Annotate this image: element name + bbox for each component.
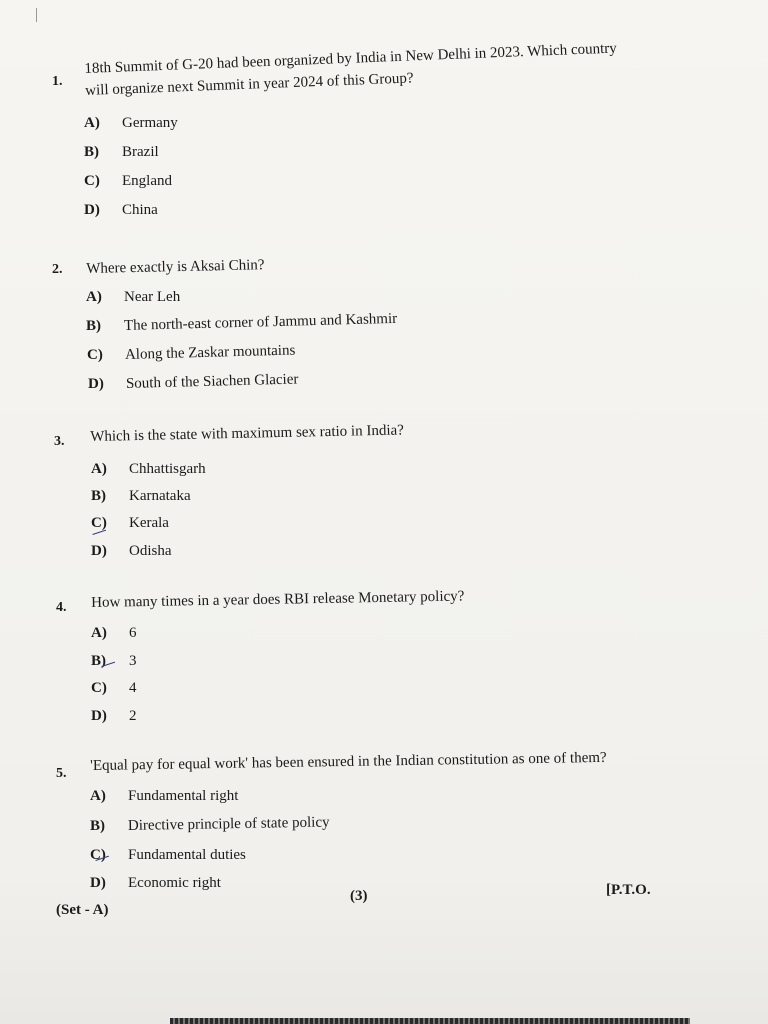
option-text: Germany — [122, 115, 178, 131]
option-text: South of the Siachen Glacier — [125, 371, 299, 392]
option-letter: B) — [91, 653, 106, 669]
pto-label: [P.T.O. — [606, 882, 651, 898]
option-letter: B) — [86, 318, 101, 334]
option-text: England — [122, 173, 172, 189]
question-text — [90, 413, 690, 448]
option-letter: A) — [91, 625, 107, 641]
question-number: 3. — [54, 434, 65, 449]
option-letter: A) — [86, 289, 102, 305]
option-text: Fundamental duties — [128, 847, 246, 863]
option-text: Brazil — [122, 144, 159, 160]
option-letter: C) — [91, 680, 107, 696]
option-text: Directive principle of state policy — [127, 814, 330, 834]
question-number: 5. — [56, 766, 67, 781]
option-text: Kerala — [129, 515, 169, 531]
option-letter: A) — [84, 115, 100, 131]
question-number: 1. — [52, 74, 63, 89]
option-letter: D) — [88, 376, 104, 392]
question-text-line: Which is the state with maximum sex ratio in India? — [90, 422, 405, 445]
binding-edge — [170, 1018, 690, 1024]
option-letter: C) — [87, 347, 103, 363]
question-number: 2. — [52, 262, 63, 277]
option-letter: C) — [90, 847, 106, 863]
question-text — [90, 745, 730, 777]
set-label: (Set - A) — [56, 902, 109, 918]
option-text: Odisha — [129, 543, 172, 559]
page-number: (3) — [350, 888, 368, 904]
question-number: 4. — [56, 600, 67, 615]
option-letter: C) — [91, 515, 107, 531]
option-text: 4 — [129, 680, 137, 696]
option-letter: D) — [84, 202, 100, 218]
option-letter: D) — [91, 543, 107, 559]
question-text — [86, 245, 686, 280]
option-letter: D) — [90, 875, 106, 891]
question-text-line: 'Equal pay for equal work' has been ensured in the Indian constitution as one of them? — [90, 749, 607, 774]
option-text: The north-east corner of Jammu and Kashmir — [123, 310, 398, 334]
option-text: 2 — [129, 708, 137, 724]
option-letter: B) — [90, 818, 105, 834]
option-text: 6 — [129, 625, 137, 641]
question-text-line: will organize next Summit in year 2024 of this Group? — [84, 70, 414, 99]
option-text: Karnataka — [129, 488, 191, 504]
option-text: 3 — [129, 653, 137, 669]
question-text-line: 18th Summit of G-20 had been organized by India in New Delhi in 2023. Which country — [84, 40, 618, 77]
option-letter: D) — [91, 708, 107, 724]
option-letter: A) — [90, 788, 106, 804]
option-text: Near Leh — [124, 289, 181, 305]
question-text — [84, 34, 705, 102]
option-letter: B) — [84, 144, 99, 160]
question-text-line: Where exactly is Aksai Chin? — [86, 257, 265, 277]
question-text — [91, 582, 691, 614]
corner-mark — [36, 8, 37, 22]
option-text: Economic right — [128, 875, 221, 891]
option-text: Along the Zaskar mountains — [124, 342, 296, 363]
option-letter: A) — [91, 461, 107, 477]
option-text: Fundamental right — [128, 788, 239, 804]
option-letter: B) — [91, 488, 106, 504]
option-letter: C) — [84, 173, 100, 189]
option-text: China — [122, 202, 158, 218]
question-text-line: How many times in a year does RBI release Monetary policy? — [91, 588, 465, 611]
option-text: Chhattisgarh — [129, 461, 206, 477]
